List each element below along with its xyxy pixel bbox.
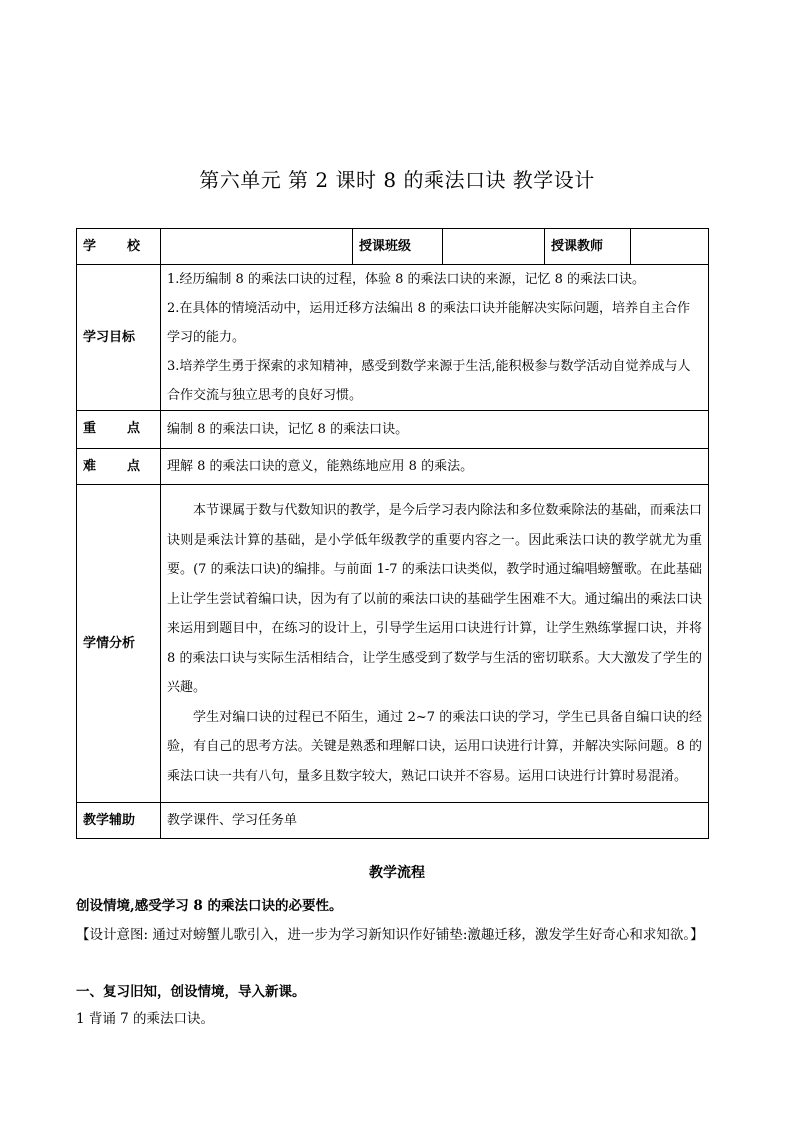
goal-1: 1.经历编制 8 的乘法口诀的过程，体验 8 的乘法口诀的来源，记忆 8 的乘法口诀。 xyxy=(167,272,646,287)
difficulty-cell: 理解 8 的乘法口诀的意义，能熟练地应用 8 的乘法。 xyxy=(161,449,709,485)
flow-intro: 创设情境,感受学习 8 的乘法口诀的必要性。 xyxy=(76,898,343,914)
key-cell: 编制 8 的乘法口诀，记忆 8 的乘法口诀。 xyxy=(161,411,709,449)
difficulty-label: 难 点 xyxy=(77,449,161,485)
class-value[interactable] xyxy=(443,229,545,265)
analysis-paragraph-1: 本节课属于数与代数知识的教学，是今后学习表内除法和多位数乘除法的基础，而乘法口诀则是乘法计算的基础，是小学低年级教学的重要内容之一。因此乘法口诀的教学就尤为重要。(7 的乘法口诀)的编排。与前面 1-7 的乘法口诀类似，教学时通过编唱螃蟹歌。在此基础上让学生尝试着编口诀，因为有了以前的乘法口诀的基础学生困难不大。通过编出的乘法口诀来运用到题目中，在练习的设计上，引导学生运用口诀进行计算，让学生熟练掌握口诀，并将 8 的乘法口诀与实际生活相结合，让学生感受到了数学与生活的密切联系。大大激发了学生的兴趣。 xyxy=(167,503,702,695)
school-label: 学 校 xyxy=(77,229,161,265)
design-intent: 【设计意图: 通过对螃蟹儿歌引入，进一步为学习新知识作好铺垫:激趣迁移，激发学生好奇心和求知欲。】 xyxy=(76,927,704,943)
key-row xyxy=(77,411,709,449)
flow-heading: 教学流程 xyxy=(369,865,425,881)
aids-label: 教学辅助 xyxy=(77,803,161,839)
difficulty-row xyxy=(77,449,709,485)
lesson-info-table xyxy=(76,228,709,839)
goals-cell xyxy=(161,265,709,411)
class-label: 授课班级 xyxy=(353,229,443,265)
analysis-paragraph-2: 学生对编口诀的过程已不陌生，通过 2~7 的乘法口诀的学习，学生已具备自编口诀的经验，有自己的思考方法。关键是熟悉和理解口诀，运用口诀进行计算，并解决实际问题。8 的乘法口诀一共有八句，量多且数字较大，熟记口诀并不容易。运用口诀进行计算时易混淆。 xyxy=(167,709,702,784)
key-label: 重 点 xyxy=(77,411,161,449)
section-1-item-1: 1 背诵 7 的乘法口诀。 xyxy=(76,1011,215,1027)
teacher-value[interactable] xyxy=(631,229,709,265)
teacher-label: 授课教师 xyxy=(545,229,631,265)
aids-row xyxy=(77,803,709,839)
analysis-row xyxy=(77,485,709,803)
page-title: 第六单元 第 2 课时 8 的乘法口诀 教学设计 xyxy=(199,168,595,192)
aids-cell: 教学课件、学习任务单 xyxy=(161,803,709,839)
header-row xyxy=(77,229,709,265)
school-value[interactable] xyxy=(161,229,353,265)
goal-2: 2.在具体的情境活动中，运用迁移方法编出 8 的乘法口诀并能解决实际问题，培养自主合作学习的能力。 xyxy=(167,301,690,345)
section-1-heading: 一、复习旧知，创设情境，导入新课。 xyxy=(76,984,306,1000)
analysis-label: 学情分析 xyxy=(77,485,161,803)
goals-row xyxy=(77,265,709,411)
goals-label: 学习目标 xyxy=(77,265,161,411)
analysis-cell xyxy=(161,485,709,803)
goal-3: 3.培养学生勇于探索的求知精神，感受到数学来源于生活,能积极参与数学活动自觉养成与人合作交流与独立思考的良好习惯。 xyxy=(167,359,691,403)
